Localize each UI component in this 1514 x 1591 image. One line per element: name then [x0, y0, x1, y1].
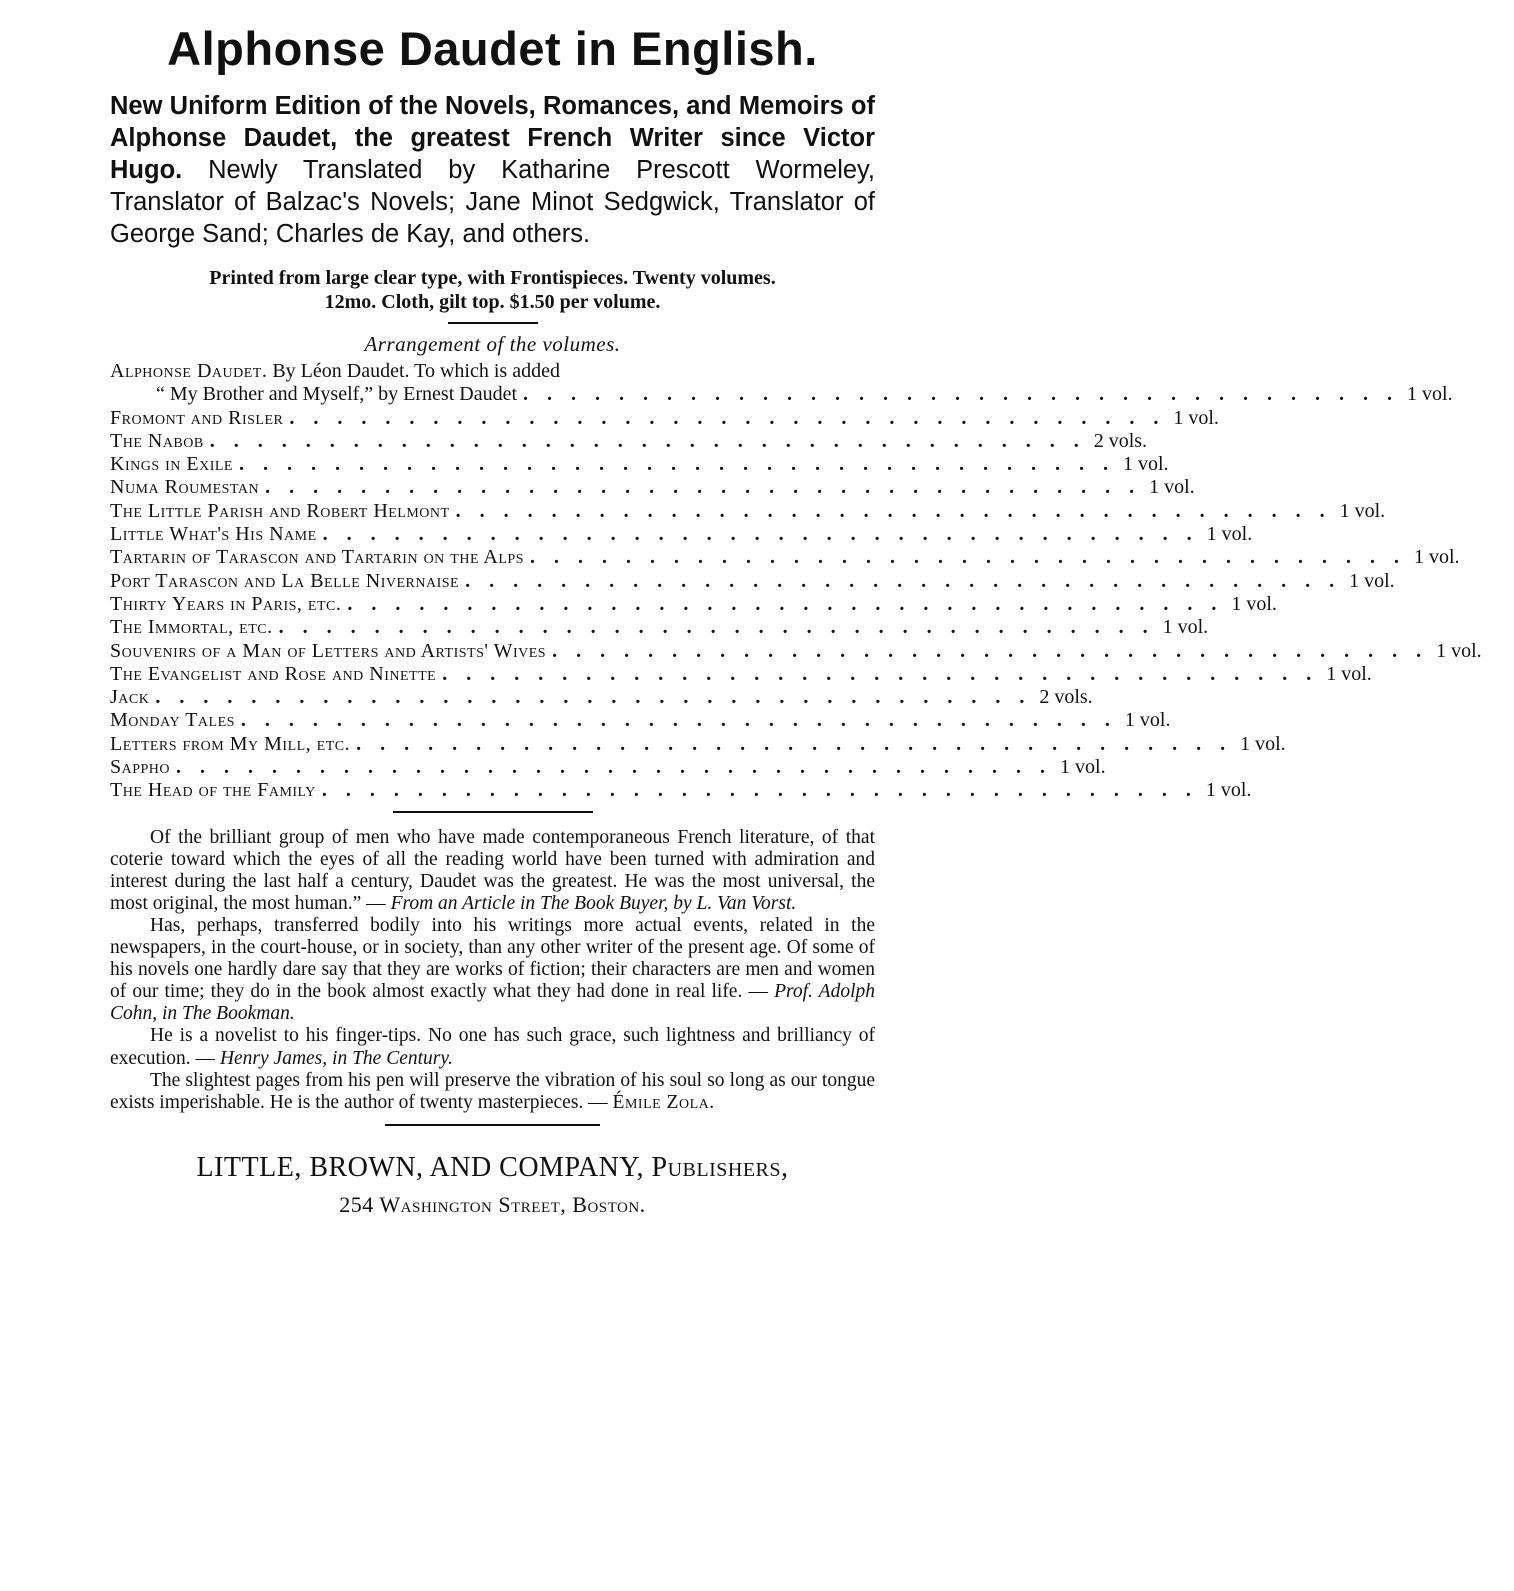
volume-title: The Immortal, etc.: [110, 616, 273, 639]
volume-title: Sappho: [110, 756, 171, 779]
volume-entry: [110, 756, 1106, 779]
leader-dots: . . . . . . . . . . . . . . . . . . . . . . . . . . . . . . . . . . . . .: [529, 546, 1406, 569]
quote: [110, 915, 875, 1025]
volume-title: Monday Tales: [110, 709, 235, 732]
volume-entry: [110, 499, 1386, 523]
leader-dots: . . . . . . . . . . . . . . . . . . . . . . . . . . . . . . . . . . . . .: [356, 732, 1233, 755]
volume-entry-first: [110, 360, 875, 383]
volume-title: Alphonse Daudet.: [110, 360, 268, 382]
leader-dots: . . . . . . . . . . . . . . . . . . . . . . . . . . . . . . . . . . . . .: [265, 476, 1142, 499]
leader-dots: . . . . . . . . . . . . . . . . . . . . . . . . . . . . . . . . . . . . .: [209, 429, 1086, 452]
volume-title: Numa Roumestan: [110, 476, 260, 499]
volume-title: The Head of the Family: [110, 779, 316, 802]
quote-text: The slightest pages from his pen will preserve the vibration of his soul so long as our tongue exists imperishable. He is the author of twenty masterpieces. —: [110, 1069, 875, 1113]
volume-entry: [110, 429, 1148, 453]
divider: [385, 1124, 600, 1126]
volume-title: The Little Parish and Robert Helmont: [110, 499, 450, 522]
advertisement-page: [110, 18, 1482, 1220]
quote: [110, 1025, 875, 1069]
volume-entry: [110, 732, 1286, 756]
edition-description-translators: Newly Translated by Katharine Prescott Wormeley, Translator of Balzac's Novels; Jane Minot Sedgwick, Translator of George Sand; Charles de Kay, and others.: [110, 156, 875, 248]
quote-text: Has, perhaps, transferred bodily into his writings more actual events, related in the newspapers, in the court-house, or in society, than any other writer of the present age. Of some of his novels one hardly dare say that they are works of fiction; their characters are men and women of our time; they do in the book almost exactly what they had done in real life. —: [110, 915, 875, 1003]
volume-count: 1 vol.: [1124, 709, 1171, 732]
leader-dots: . . . . . . . . . . . . . . . . . . . . . . . . . . . . . . . . . . . . .: [523, 383, 1400, 406]
volume-title: Souvenirs of a Man of Letters and Artists' Wives: [110, 639, 547, 662]
edition-details: [110, 266, 875, 314]
leader-dots: . . . . . . . . . . . . . . . . . . . . . . . . . . . . . . . . . . . . .: [552, 639, 1429, 662]
publisher-name: [110, 1150, 875, 1186]
volume-list: [110, 360, 1482, 803]
volume-count: 1 vol.: [1162, 616, 1209, 639]
volume-entry: [110, 476, 1195, 499]
edition-description-bold: New Uniform Edition of the Novels, Romances, and Memoirs of Alphonse Daudet, the greatest French Writer since Victor Hugo.: [110, 92, 875, 184]
edition-description: [110, 90, 875, 250]
arrangement-heading: Arrangement of the volumes.: [364, 332, 621, 356]
volume-count: 1 vol.: [1173, 406, 1219, 429]
volume-count: 1 vol.: [1205, 779, 1252, 802]
publisher-address: 254 Washington Street, Boston.: [339, 1191, 646, 1217]
volume-count: 2 vols.: [1039, 686, 1093, 709]
volume-count: 1 vol.: [1206, 523, 1253, 546]
leader-dots: . . . . . . . . . . . . . . . . . . . . . . . . . . . . . . . . . . . . .: [278, 616, 1155, 639]
volume-entry: [110, 569, 1395, 593]
quote-source: Henry James, in The Century.: [219, 1047, 453, 1069]
leader-dots: . . . . . . . . . . . . . . . . . . . . . . . . . . . . . . . . . . . . .: [155, 686, 1032, 709]
volume-count: 1 vol.: [1436, 639, 1482, 662]
publisher-company: LITTLE, BROWN, AND COMPANY,: [196, 1151, 645, 1183]
volume-title: Thirty Years in Paris, etc.: [110, 592, 342, 615]
quote-source: From an Article in The Book Buyer, by L. Van Vorst.: [390, 892, 797, 914]
volume-title: Tartarin of Tarascon and Tartarin on the Alps: [110, 546, 524, 569]
leader-dots: . . . . . . . . . . . . . . . . . . . . . . . . . . . . . . . . . . . . .: [238, 453, 1115, 476]
volume-title: Fromont and Risler: [110, 406, 284, 429]
volume-entry: [110, 406, 1219, 430]
volume-entry-first-cont: [110, 383, 1453, 406]
volume-entry: [110, 639, 1482, 663]
publisher-role: Publishers,: [651, 1151, 789, 1183]
volume-title: Port Tarascon and La Belle Nivernaise: [110, 569, 460, 592]
volume-count: 1 vol.: [1413, 546, 1460, 569]
quote-text: Of the brilliant group of men who have made contemporaneous French literature, of that coterie toward which the eyes of all the reading world have been turned with admiration and interest during the last half a century, Daudet was the greatest. He was the most universal, the most original, the most human.” —: [110, 826, 875, 914]
leader-dots: . . . . . . . . . . . . . . . . . . . . . . . . . . . . . . . . . . . . .: [347, 592, 1224, 615]
volume-count: 1 vol.: [1240, 732, 1286, 755]
leader-dots: . . . . . . . . . . . . . . . . . . . . . . . . . . . . . . . . . . . . .: [455, 499, 1332, 522]
quote-source: Prof. Adolph Cohn, in The Bookman.: [110, 981, 876, 1025]
volume-entry: [110, 686, 1093, 709]
leader-dots: . . . . . . . . . . . . . . . . . . . . . . . . . . . . . . . . . . . . .: [240, 709, 1117, 732]
volume-entry: [110, 523, 1253, 546]
volume-title: Letters from My Mill, etc.: [110, 732, 351, 755]
quote: [110, 827, 875, 915]
volume-count: 1 vol.: [1407, 383, 1453, 406]
leader-dots: . . . . . . . . . . . . . . . . . . . . . . . . . . . . . . . . . . . . .: [442, 662, 1319, 685]
volume-entry: [110, 453, 1169, 476]
quote-source: Émile Zola.: [612, 1091, 715, 1113]
quote-text: He is a novelist to his finger-tips. No one has such grace, such lightness and brilliancy of execution. —: [110, 1025, 875, 1069]
volume-entry: [110, 546, 1460, 569]
volume-count: 1 vol.: [1231, 592, 1277, 615]
volume-count: 1 vol.: [1122, 453, 1169, 476]
volume-count: 2 vols.: [1093, 429, 1148, 452]
volume-entry: [110, 779, 1252, 802]
press-quotes: [110, 827, 875, 1114]
volume-count: 1 vol.: [1349, 569, 1395, 592]
volume-count: 1 vol.: [1149, 476, 1195, 499]
volume-note-cont: “ My Brother and Myself,” by Ernest Daudet: [156, 383, 518, 406]
volume-title: Little What's His Name: [110, 523, 317, 546]
volume-entry: [110, 709, 1171, 732]
volume-title: The Nabob: [110, 429, 204, 452]
edition-details-line-2: 12mo. Cloth, gilt top. $1.50 per volume.: [324, 291, 661, 313]
divider: [393, 811, 593, 813]
page-title: Alphonse Daudet in English.: [167, 22, 818, 75]
divider: [448, 322, 538, 324]
leader-dots: . . . . . . . . . . . . . . . . . . . . . . . . . . . . . . . . . . . . .: [176, 756, 1053, 779]
volume-count: 1 vol.: [1060, 756, 1106, 779]
volume-entry: [110, 592, 1277, 616]
volume-title: The Evangelist and Rose and Ninette: [110, 662, 437, 685]
volume-entry: [110, 662, 1372, 686]
edition-details-line-1: Printed from large clear type, with Frontispieces. Twenty volumes.: [209, 267, 776, 289]
leader-dots: . . . . . . . . . . . . . . . . . . . . . . . . . . . . . . . . . . . . .: [289, 406, 1166, 429]
volume-count: 1 vol.: [1339, 499, 1386, 522]
leader-dots: . . . . . . . . . . . . . . . . . . . . . . . . . . . . . . . . . . . . .: [465, 569, 1342, 592]
volume-note: By Léon Daudet. To which is added: [267, 360, 560, 382]
volume-entry: [110, 616, 1209, 639]
volume-title: Jack: [110, 686, 150, 709]
volume-title: Kings in Exile: [110, 453, 233, 476]
volume-count: 1 vol.: [1326, 662, 1372, 685]
quote: [110, 1070, 875, 1114]
leader-dots: . . . . . . . . . . . . . . . . . . . . . . . . . . . . . . . . . . . . .: [321, 779, 1198, 802]
leader-dots: . . . . . . . . . . . . . . . . . . . . . . . . . . . . . . . . . . . . .: [322, 523, 1199, 546]
